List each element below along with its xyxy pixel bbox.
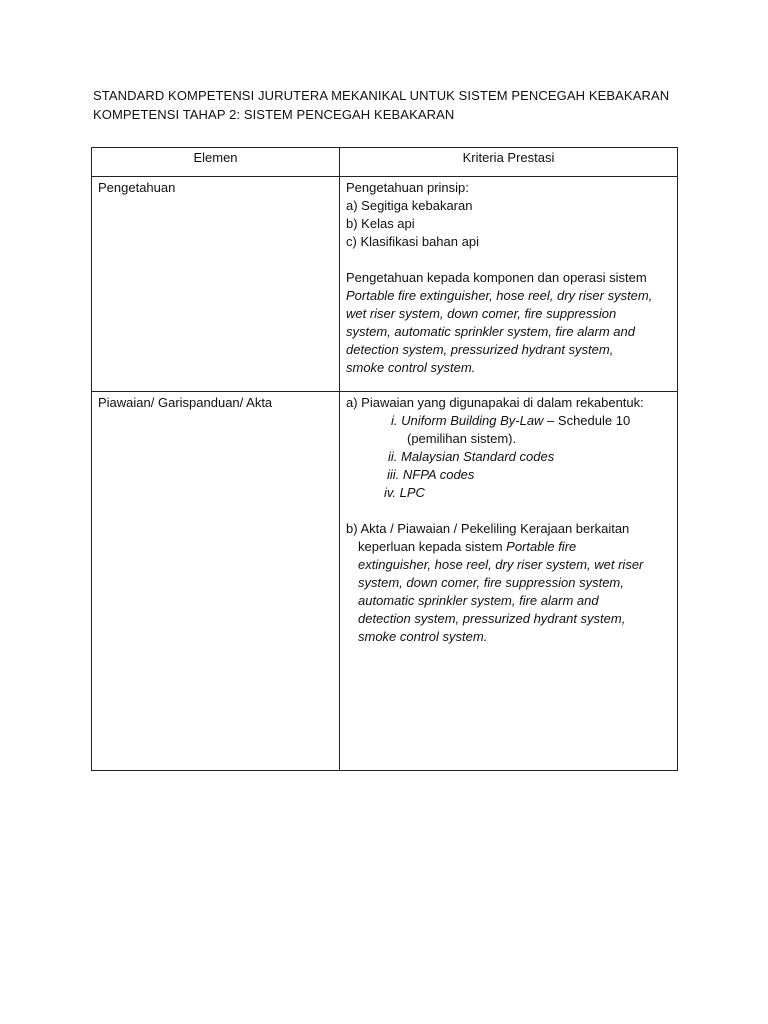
standard-item-iii: iii. NFPA codes	[387, 467, 475, 482]
criteria-item: a) Segitiga kebakaran	[346, 198, 473, 213]
standard-item-i: i. Uniform Building By-Law – Schedule 10	[391, 413, 631, 428]
criteria-a-intro: a) Piawaian yang digunapakai di dalam rekabentuk:	[346, 395, 644, 410]
competency-table	[91, 147, 678, 771]
criteria-paragraph-line: detection system, pressurized hydrant system,	[346, 342, 614, 357]
criteria-b-line: automatic sprinkler system, fire alarm and	[358, 593, 599, 608]
criteria-b-line: system, down comer, fire suppression system,	[358, 575, 624, 590]
criteria-b-line: keperluan kepada sistem Portable fire	[358, 539, 577, 554]
criteria-b-line: detection system, pressurized hydrant system,	[358, 611, 626, 626]
criteria-b-intro: b) Akta / Piawaian / Pekeliling Kerajaan berkaitan	[346, 521, 630, 536]
criteria-paragraph-line: Portable fire extinguisher, hose reel, dry riser system,	[346, 288, 653, 303]
criteria-intro: Pengetahuan prinsip:	[346, 180, 469, 195]
element-label: Pengetahuan	[98, 180, 176, 195]
heading-line-2: KOMPETENSI TAHAP 2: SISTEM PENCEGAH KEBAKARAN	[93, 107, 455, 122]
table-header-row	[92, 148, 678, 177]
criteria-paragraph-line: smoke control system.	[346, 360, 476, 375]
criteria-cell	[340, 177, 678, 392]
criteria-b-line: smoke control system.	[358, 629, 488, 644]
document-heading	[93, 86, 693, 124]
standard-item-i-continuation: (pemilihan sistem).	[407, 431, 517, 446]
header-kriteria-prestasi: Kriteria Prestasi	[340, 148, 678, 177]
criteria-item: c) Klasifikasi bahan api	[346, 234, 479, 249]
criteria-paragraph-intro: Pengetahuan kepada komponen dan operasi sistem	[346, 270, 647, 285]
standard-item-iv: iv. LPC	[384, 485, 425, 500]
table-row	[92, 177, 678, 392]
element-label: Piawaian/ Garispanduan/ Akta	[98, 395, 273, 410]
criteria-item: b) Kelas api	[346, 216, 415, 231]
table-row	[92, 392, 678, 771]
criteria-cell	[340, 392, 678, 771]
criteria-b-line: extinguisher, hose reel, dry riser system, wet riser	[358, 557, 644, 572]
standard-item-ii: ii. Malaysian Standard codes	[388, 449, 555, 464]
criteria-paragraph-line: wet riser system, down comer, fire suppression	[346, 306, 617, 321]
criteria-paragraph-line: system, automatic sprinkler system, fire alarm and	[346, 324, 635, 339]
header-elemen: Elemen	[92, 148, 340, 177]
heading-line-1: STANDARD KOMPETENSI JURUTERA MEKANIKAL UNTUK SISTEM PENCEGAH KEBAKARAN	[93, 88, 670, 103]
element-cell	[92, 177, 340, 392]
element-cell	[92, 392, 340, 771]
